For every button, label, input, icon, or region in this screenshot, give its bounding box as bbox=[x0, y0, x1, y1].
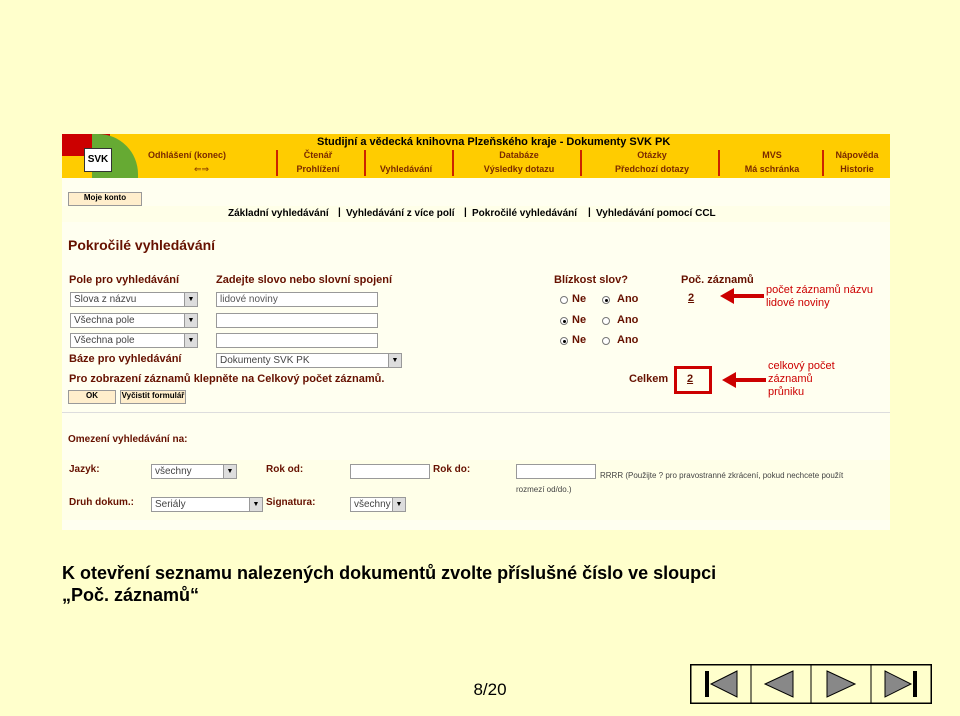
annotation-line: lidové noviny bbox=[766, 297, 830, 309]
menu-schranka[interactable]: Má schránka bbox=[744, 164, 800, 174]
total-count-link[interactable]: 2 bbox=[687, 373, 694, 385]
proximity-no-label: Ne bbox=[572, 314, 587, 326]
proximity-no-radio-3[interactable] bbox=[560, 337, 568, 345]
year-to-input[interactable] bbox=[516, 464, 596, 479]
proximity-no-radio-1[interactable] bbox=[560, 296, 568, 304]
annotation-title-count bbox=[766, 284, 873, 310]
proximity-yes-radio-1[interactable] bbox=[602, 296, 610, 304]
page-title: Pokročilé vyhledávání bbox=[68, 237, 216, 253]
clear-form-button[interactable]: Vyčistit formulář bbox=[120, 390, 186, 404]
menu-databaze[interactable]: Databáze bbox=[499, 150, 539, 160]
annotation-total-count bbox=[768, 360, 835, 399]
nav-separator: | bbox=[588, 207, 591, 218]
first-icon[interactable] bbox=[691, 665, 751, 703]
menu-prohlizeni[interactable]: Prohlížení bbox=[296, 164, 340, 174]
menu-vyhledavani[interactable]: Vyhledávání bbox=[379, 164, 433, 174]
year-hint: RRRR (Použijte ? pro pravostranné zkrácení, pokud nechcete použít bbox=[600, 471, 844, 480]
menu-vysledky[interactable]: Výsledky dotazu bbox=[483, 164, 555, 174]
prev-icon[interactable] bbox=[751, 665, 811, 703]
menu-separator bbox=[718, 150, 720, 176]
proximity-no-label: Ne bbox=[572, 334, 587, 346]
caption-line-1: K otevření seznamu nalezených dokumentů zvolte příslušné číslo ve sloupci bbox=[62, 563, 717, 583]
proximity-yes-radio-3[interactable] bbox=[602, 337, 610, 345]
chevron-down-icon: ▼ bbox=[184, 314, 197, 327]
doctype-select-value: Seriály bbox=[155, 499, 186, 510]
col-query-header: Zadejte slovo nebo slovní spojení bbox=[216, 274, 393, 286]
proximity-no-label: Ne bbox=[572, 293, 587, 305]
highlight-box bbox=[674, 366, 712, 394]
field-select-2[interactable] bbox=[70, 313, 198, 328]
signature-select-value: všechny bbox=[354, 499, 391, 510]
screenshot-panel bbox=[62, 134, 890, 530]
divider bbox=[62, 412, 890, 413]
language-select-value: všechny bbox=[155, 466, 192, 477]
base-label: Báze pro vyhledávání bbox=[69, 353, 182, 365]
menu-ctenar[interactable]: Čtenář bbox=[303, 150, 333, 160]
query-input-2[interactable] bbox=[216, 313, 378, 328]
limits-title: Omezení vyhledávání na: bbox=[68, 434, 188, 445]
nav-multi-field-search[interactable]: Vyhledávání z více polí bbox=[346, 208, 455, 219]
logout-link[interactable]: Odhlášení (konec) bbox=[148, 150, 227, 160]
col-field-header: Pole pro vyhledávání bbox=[69, 274, 180, 286]
annotation-line: záznamů bbox=[768, 373, 813, 385]
language-select[interactable] bbox=[151, 464, 237, 479]
col-count-header: Poč. záznamů bbox=[681, 274, 754, 286]
signature-select[interactable] bbox=[350, 497, 406, 512]
proximity-yes-radio-2[interactable] bbox=[602, 317, 610, 325]
menu-napoveda[interactable]: Nápověda bbox=[835, 150, 879, 160]
proximity-yes-label: Ano bbox=[617, 314, 639, 326]
arrow-line bbox=[734, 378, 766, 382]
arrow-line bbox=[732, 294, 764, 298]
row-count-link-1[interactable]: 2 bbox=[688, 292, 695, 304]
next-icon[interactable] bbox=[811, 665, 871, 703]
nav-separator: | bbox=[464, 207, 467, 218]
query-input-3[interactable] bbox=[216, 333, 378, 348]
field-select-1[interactable] bbox=[70, 292, 198, 307]
field-select-3-value: Všechna pole bbox=[74, 335, 135, 346]
proximity-no-radio-2[interactable] bbox=[560, 317, 568, 325]
proximity-yes-label: Ano bbox=[617, 334, 639, 346]
nav-basic-search[interactable]: Základní vyhledávání bbox=[228, 208, 329, 219]
chevron-down-icon: ▼ bbox=[184, 293, 197, 306]
base-select[interactable] bbox=[216, 353, 402, 368]
field-select-1-value: Slova z názvu bbox=[74, 294, 137, 305]
instruction-text: Pro zobrazení záznamů klepněte na Celkový počet záznamů. bbox=[69, 373, 385, 385]
logo-text: SVK bbox=[84, 148, 112, 172]
doctype-select[interactable] bbox=[151, 497, 263, 512]
doctype-label: Druh dokum.: bbox=[69, 497, 134, 508]
base-select-value: Dokumenty SVK PK bbox=[220, 355, 310, 366]
nav-separator: | bbox=[338, 207, 341, 218]
menu-mvs[interactable]: MVS bbox=[762, 150, 782, 160]
menu-historie[interactable]: Historie bbox=[840, 164, 874, 174]
chevron-down-icon: ▼ bbox=[388, 354, 401, 367]
year-to-label: Rok do: bbox=[433, 464, 471, 475]
chevron-down-icon: ▼ bbox=[223, 465, 236, 478]
menu-predchozi[interactable]: Předchozí dotazy bbox=[614, 164, 689, 174]
app-title: Studijní a vědecká knihovna Plzeňského kraje - Dokumenty SVK PK bbox=[317, 136, 671, 148]
chevron-down-icon: ▼ bbox=[184, 334, 197, 347]
field-select-3[interactable] bbox=[70, 333, 198, 348]
ok-button[interactable]: OK bbox=[68, 390, 116, 404]
proximity-yes-label: Ano bbox=[617, 293, 639, 305]
menu-otazky[interactable]: Otázky bbox=[637, 150, 667, 160]
query-input-1[interactable]: lidové noviny bbox=[216, 292, 378, 307]
annotation-line: počet záznamů názvu bbox=[766, 284, 874, 296]
col-proximity-header: Blízkost slov? bbox=[554, 274, 628, 286]
field-select-2-value: Všechna pole bbox=[74, 315, 135, 326]
library-logo[interactable] bbox=[62, 134, 138, 178]
caption-line-2: „Poč. záznamů“ bbox=[62, 585, 200, 605]
total-label: Celkem bbox=[629, 373, 669, 385]
my-account-button[interactable]: Moje konto bbox=[68, 192, 142, 206]
nav-ccl-search[interactable]: Vyhledávání pomocí CCL bbox=[596, 208, 716, 219]
nav-advanced-search[interactable]: Pokročilé vyhledávání bbox=[472, 208, 578, 219]
year-from-input[interactable] bbox=[350, 464, 430, 479]
slide-nav bbox=[690, 664, 932, 704]
signature-label: Signatura: bbox=[266, 497, 316, 508]
slide-caption bbox=[62, 562, 912, 606]
last-icon[interactable] bbox=[871, 665, 931, 703]
year-from-label: Rok od: bbox=[266, 464, 304, 475]
chevron-down-icon: ▼ bbox=[249, 498, 262, 511]
annotation-line: celkový počet bbox=[768, 360, 835, 372]
year-range-hint: rozmezí od/do.) bbox=[516, 485, 572, 494]
language-label: Jazyk: bbox=[69, 464, 100, 475]
chevron-down-icon: ▼ bbox=[392, 498, 405, 511]
arrows-icon: ⇐⇒ bbox=[194, 164, 210, 174]
annotation-line: průniku bbox=[768, 386, 805, 398]
page-number: 8/20 bbox=[473, 680, 507, 699]
